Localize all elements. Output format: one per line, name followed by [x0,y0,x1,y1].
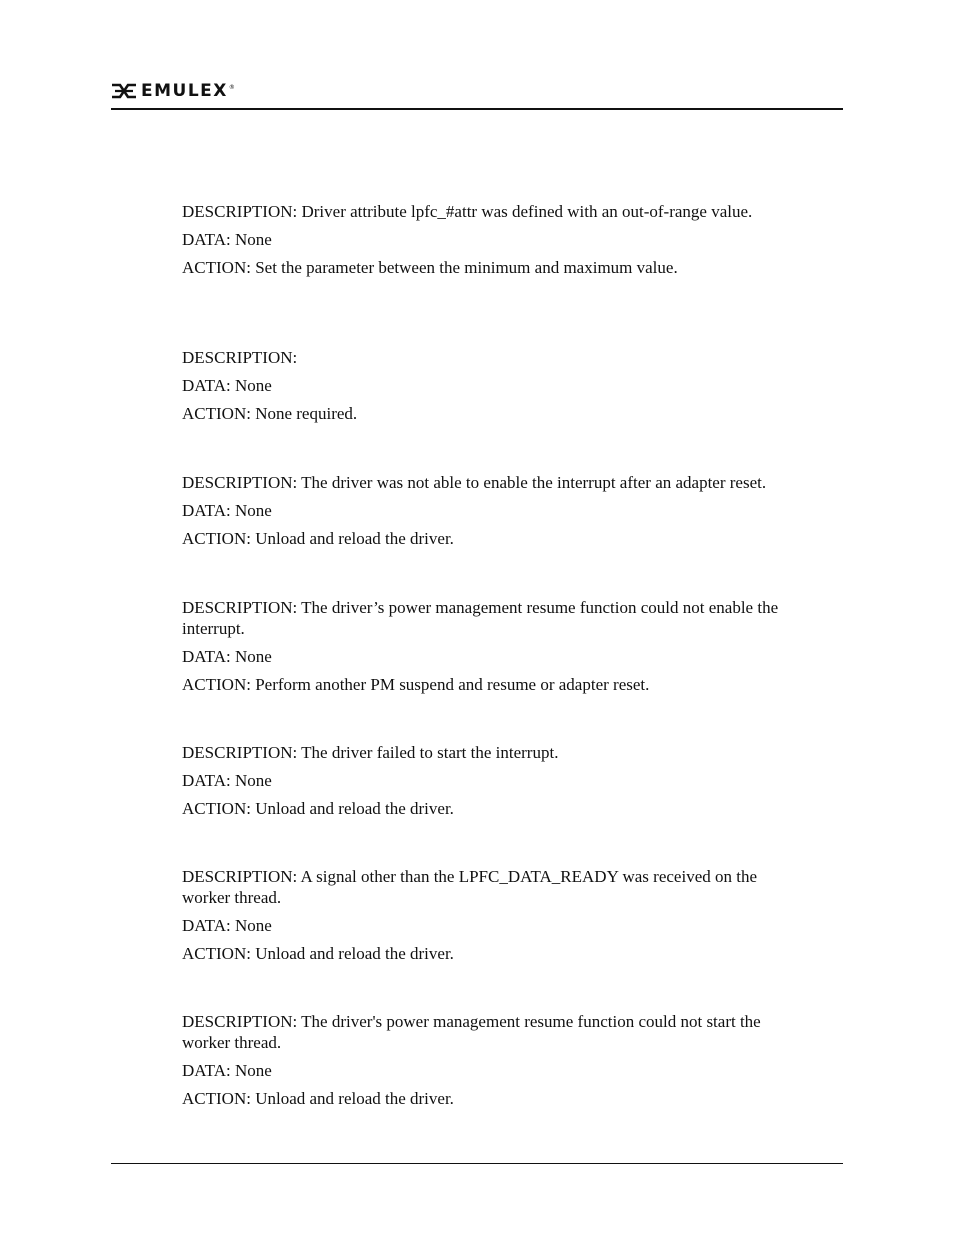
entry-data: DATA: None [182,501,272,520]
header-divider [111,108,843,110]
entry-description: DESCRIPTION: Driver attribute lpfc_#attr was defined with an out-of-range value. [182,202,753,221]
entry-action: ACTION: None required. [182,404,358,423]
entry-data: DATA: None [182,771,272,790]
entry-description: DESCRIPTION: The driver was not able to enable the interrupt after an adapter reset. [182,473,767,492]
message-entry [182,347,842,424]
entry-data: DATA: None [182,916,272,935]
message-entry [182,597,842,695]
message-entry [182,866,842,964]
page-header [111,78,843,110]
entry-action: ACTION: Perform another PM suspend and resume or adapter reset. [182,675,650,694]
entry-description-line2: worker thread. [182,888,282,907]
entry-action: ACTION: Set the parameter between the minimum and maximum value. [182,258,678,277]
entry-action: ACTION: Unload and reload the driver. [182,799,454,818]
entry-data: DATA: None [182,1061,272,1080]
entry-description-line2: interrupt. [182,619,245,638]
footer-divider [111,1163,843,1164]
emulex-logo [111,80,235,102]
entry-description-line1: DESCRIPTION: A signal other than the LPFC_DATA_READY was received on the [182,867,758,886]
entry-data: DATA: None [182,647,272,666]
message-entry [182,472,842,549]
message-entry [182,201,842,278]
message-entry [182,742,842,819]
entry-action: ACTION: Unload and reload the driver. [182,1089,454,1108]
entry-data: DATA: None [182,376,272,395]
entry-description-line1: DESCRIPTION: The driver's power management resume function could not start the [182,1012,761,1031]
entry-description: DESCRIPTION: The driver failed to start the interrupt. [182,743,559,762]
entry-action: ACTION: Unload and reload the driver. [182,529,454,548]
logo-wordmark: EMULEX [141,81,228,101]
entry-data: DATA: None [182,230,272,249]
entry-description-line2: worker thread. [182,1033,282,1052]
message-entry [182,1011,842,1109]
entry-action: ACTION: Unload and reload the driver. [182,944,454,963]
entry-description: DESCRIPTION: [182,348,298,367]
emulex-logo-icon [111,83,137,99]
logo-trademark: ® [228,83,235,91]
entry-description-line1: DESCRIPTION: The driver’s power management resume function could not enable the [182,598,779,617]
